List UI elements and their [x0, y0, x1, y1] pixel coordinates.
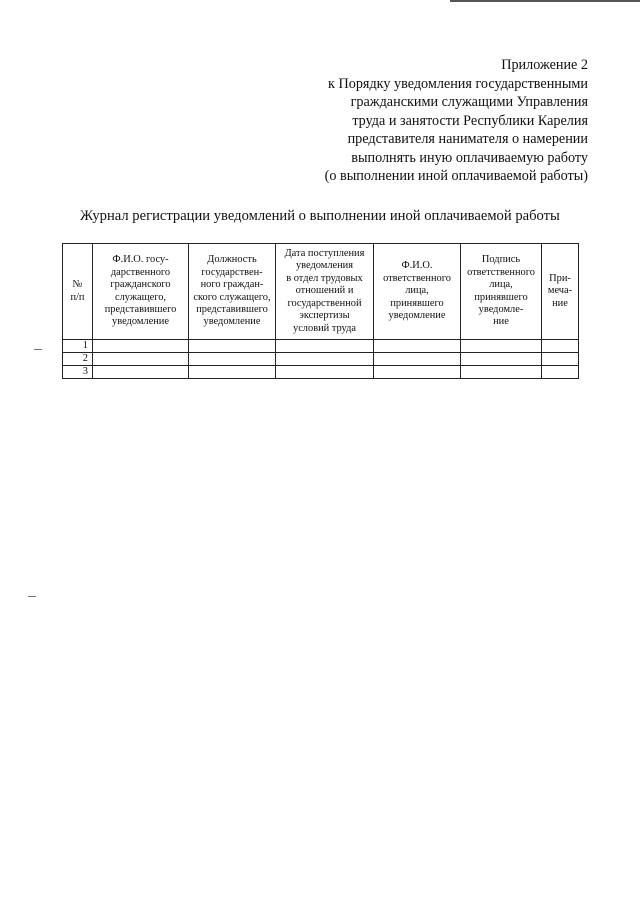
- table-cell: [542, 340, 579, 353]
- scan-edge-line: [450, 0, 640, 2]
- table-cell: [276, 340, 374, 353]
- table-cell: [374, 366, 461, 379]
- column-header-employee-name: Ф.И.О. госу- дарственного гражданского служащего, представившего уведомление: [93, 244, 189, 340]
- appendix-line: (о выполнении иной оплачиваемой работы): [324, 168, 588, 184]
- table-row: [63, 366, 579, 379]
- scan-speck: [34, 349, 42, 350]
- column-header-receipt-date: Дата поступления уведомления в отдел трудовых отношений и государственной экспертизы условий труда: [276, 244, 374, 340]
- table-cell: [461, 366, 542, 379]
- table-header-row: [63, 244, 579, 340]
- table-cell: [461, 340, 542, 353]
- table-row: [63, 340, 579, 353]
- appendix-line: к Порядку уведомления государственными: [328, 75, 588, 92]
- table-cell: [189, 353, 276, 366]
- journal-title: Журнал регистрации уведомлений о выполнении иной оплачиваемой работы: [80, 208, 560, 224]
- column-header-number: № п/п: [63, 244, 93, 340]
- table-cell: [189, 366, 276, 379]
- row-number: 2: [63, 353, 93, 366]
- column-header-responsible-name: Ф.И.О. ответственного лица, принявшего уведомление: [374, 244, 461, 340]
- column-header-position: Должность государствен- ного граждан- ского служащего, представившего уведомление: [189, 244, 276, 340]
- table-cell: [93, 366, 189, 379]
- appendix-line: выполнять иную оплачиваемую работу: [351, 149, 588, 166]
- table-cell: [461, 353, 542, 366]
- scan-speck: [28, 596, 36, 597]
- appendix-line: Приложение 2: [501, 57, 588, 73]
- table-cell: [542, 366, 579, 379]
- table-cell: [93, 353, 189, 366]
- table-row: [63, 353, 579, 366]
- appendix-header: [268, 56, 588, 186]
- table-cell: [374, 353, 461, 366]
- table-cell: [542, 353, 579, 366]
- row-number: 1: [63, 340, 93, 353]
- journal-table: [62, 243, 579, 379]
- column-header-signature: Подпись ответственного лица, принявшего уведомле- ние: [461, 244, 542, 340]
- column-header-note: При- меча- ние: [542, 244, 579, 340]
- table-cell: [276, 353, 374, 366]
- appendix-line: гражданскими служащими Управления: [350, 94, 588, 110]
- appendix-line: представителя нанимателя о намерении: [347, 131, 588, 147]
- table-cell: [374, 340, 461, 353]
- table-cell: [93, 340, 189, 353]
- table-cell: [189, 340, 276, 353]
- appendix-line: труда и занятости Республики Карелия: [352, 112, 588, 129]
- row-number: 3: [63, 366, 93, 379]
- table-cell: [276, 366, 374, 379]
